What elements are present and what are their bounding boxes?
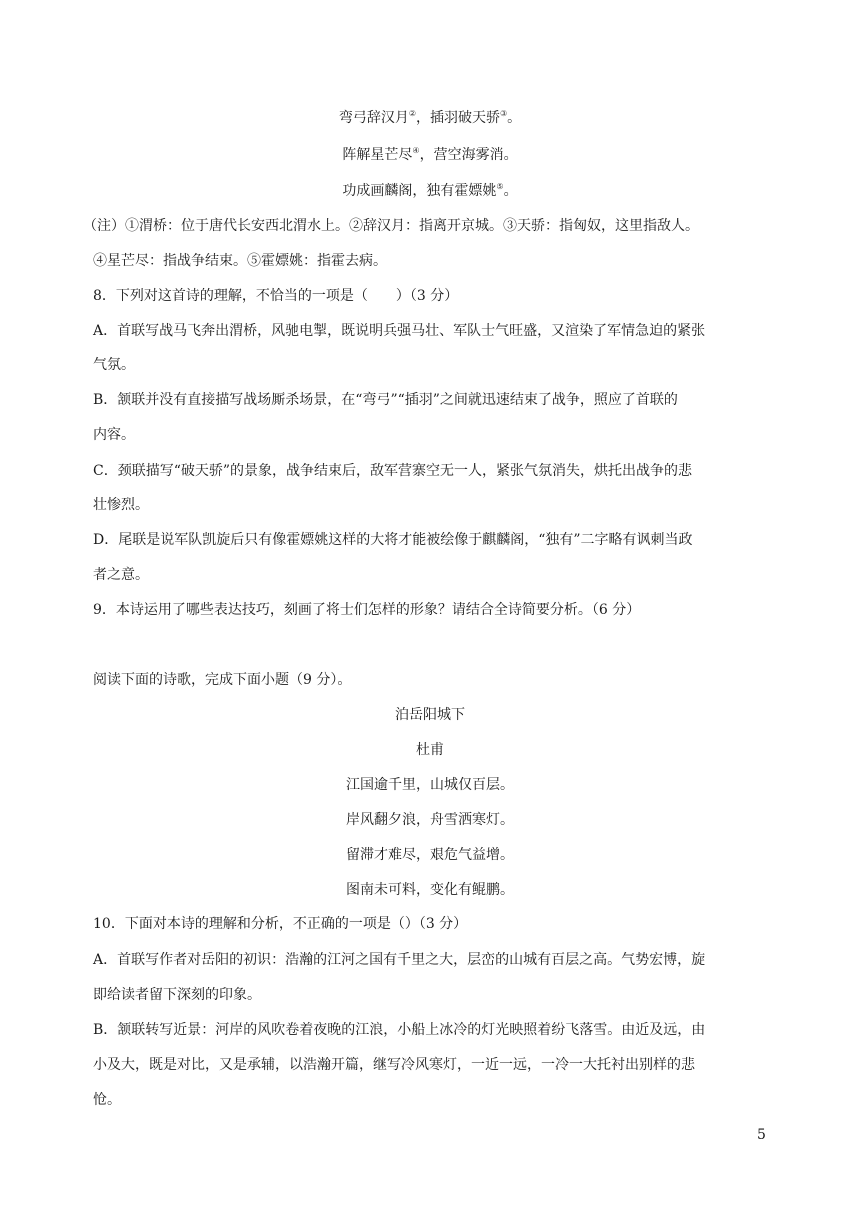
q10-option-b-cont2: 怆。 <box>93 1092 121 1108</box>
q8-option-a-cont: 气氛。 <box>93 357 135 373</box>
question-8-stem: 8．下列对这首诗的理解，不恰当的一项是（ ）（3 分） <box>93 288 459 304</box>
q8-option-c-cont: 壮惨烈。 <box>93 497 149 513</box>
question-9-stem: 9．本诗运用了哪些表达技巧，刻画了将士们怎样的形象？请结合全诗简要分析。（6 分） <box>93 602 641 618</box>
question-10-stem: 10．下面对本诗的理解和分析，不正确的一项是（）（3 分） <box>93 916 468 932</box>
q8-option-d-cont: 者之意。 <box>93 567 149 583</box>
footnote-marker: ② <box>408 109 416 118</box>
q8-option-d: D．尾联是说军队凯旋后只有像霍嫖姚这样的大将才能被绘像于麒麟阁，“独有”二字略有讽刺当政 <box>93 532 693 548</box>
poem2-line-1: 江国逾千里，山城仅百层。 <box>346 777 514 793</box>
q10-option-a-cont: 即给读者留下深刻的印象。 <box>93 987 261 1003</box>
q10-option-b: B．颔联转写近景：河岸的风吹卷着夜晚的江浪，小船上冰冷的灯光映照着纷飞落雪。由近及远，由 <box>93 1022 706 1038</box>
notes-line-1: （注）①渭桥：位于唐代长安西北渭水上。②辞汉月：指离开京城。③天骄：指匈奴，这里指敌人。 <box>83 218 699 234</box>
q8-option-a: A．首联写战马飞奔出渭桥，风驰电掣，既说明兵强马壮、军队士气旺盛，又渲染了军情急迫的紧张 <box>93 323 706 339</box>
poem2-title: 泊岳阳城下 <box>395 707 465 723</box>
poem2-line-4: 图南未可料，变化有鲲鹏。 <box>346 882 514 898</box>
q10-option-a: A．首联写作者对岳阳的初识：浩瀚的江河之国有千里之大，层峦的山城有百层之高。气势宏博，旋 <box>93 952 706 968</box>
footnote-marker: ④ <box>412 146 420 155</box>
poem1-line-3: 功成画麟阁，独有霍嫖姚⑤。 <box>342 182 518 199</box>
q10-option-b-cont: 小及大，既是对比，又是承辅，以浩瀚开篇，继写冷风寒灯，一近一远，一冷一大托衬出别样的悲 <box>93 1057 695 1073</box>
poem2-line-2: 岸风翻夕浪，舟雪洒寒灯。 <box>346 812 514 828</box>
poem1-line-1: 弯弓辞汉月②，插羽破天骄③。 <box>338 109 522 126</box>
poem2-line-3: 留滞才难尽，艰危气益增。 <box>346 847 514 863</box>
footnote-marker: ③ <box>500 109 508 118</box>
page-number: 5 <box>757 1127 766 1143</box>
notes-line-2: ④星芒尽：指战争结束。⑤霍嫖姚：指霍去病。 <box>93 253 387 269</box>
footnote-marker: ⑤ <box>496 182 504 191</box>
q8-option-c: C．颈联描写“破天骄”的景象，战争结束后，敌军营寨空无一人，紧张气氛消失，烘托出战争的悲 <box>93 463 693 479</box>
poem2-author: 杜甫 <box>416 742 444 758</box>
poem1-line-2: 阵解星芒尽④，营空海雾消。 <box>342 146 518 163</box>
q8-option-b: B．颔联并没有直接描写战场厮杀场景，在“弯弓”“插羽”之间就迅速结束了战争，照应了首联的 <box>93 392 678 408</box>
q8-option-b-cont: 内容。 <box>93 427 135 443</box>
reading-intro: 阅读下面的诗歌，完成下面小题（9 分）。 <box>93 672 352 688</box>
